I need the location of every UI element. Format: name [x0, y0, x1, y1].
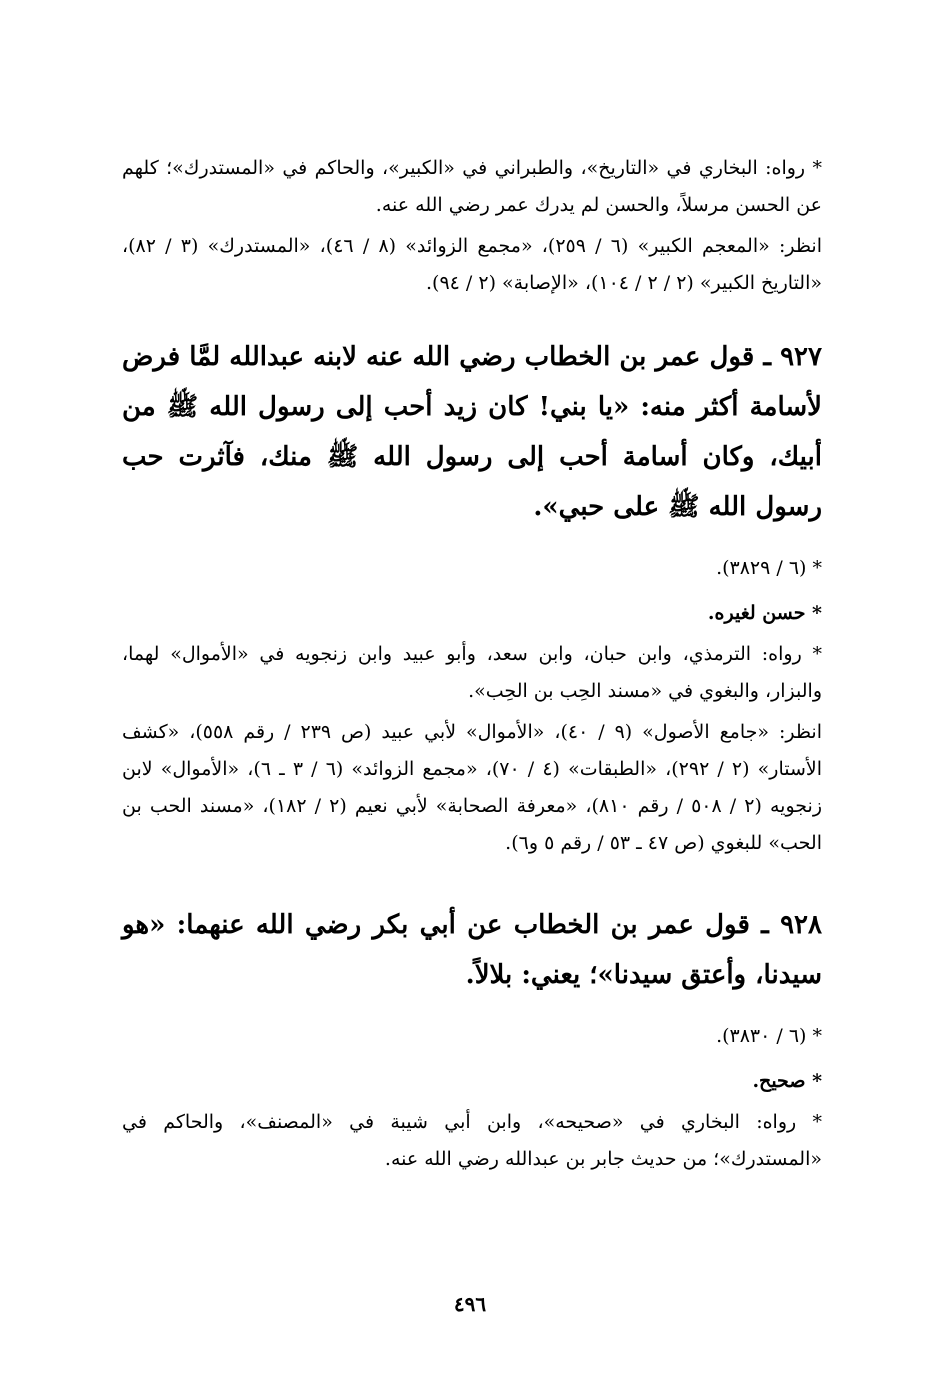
entry-927-see-also: انظر: «جامع الأصول» (٩ / ٤٠)، «الأموال» لأبي عبيد (ص ٢٣٩ / رقم ٥٥٨)، «كشف الأستار» (٢ / ٢٩٢)، «الطبقات» (٤ / ٧٠)، «مجمع الزوائد» (٦ / ٣ ـ ٦)، «الأموال» لابن زنجويه (٢ / ٥٠٨ / رقم ٨١٠)، «معرفة الصحابة» لأبي نعيم (٢ / ١٨٢)، «مسند الحب بن الحب» للبغوي (ص ٤٧ ـ ٥٣ / رقم ٥ و٦). [122, 721, 823, 854]
intro-narration: * رواه: البخاري في «التاريخ»، والطبراني في «الكبير»، والحاكم في «المستدرك»؛ كلهم عن الحسن مرسلاً، والحسن لم يدرك عمر رضي الله عنه. [122, 157, 822, 216]
page-number: ٤٩٦ [453, 1292, 487, 1316]
entry-927-narration: * رواه: الترمذي، وابن حبان، وابن سعد، وأبو عبيد وابن زنجويه في «الأموال» لهما، والبزار، والبغوي في «مسند الحِب بن الحِب». [122, 643, 822, 702]
intro-references: انظر: «المعجم الكبير» (٦ / ٢٥٩)، «مجمع الزوائد» (٨ / ٤٦)، «المستدرك» (٣ / ٨٢)، «التاريخ الكبير» (٢ / ٢ / ١٠٤)، «الإصابة» (٢ / ٩٤). [122, 235, 822, 294]
entry-927-heading: ٩٢٧ ـ قول عمر بن الخطاب رضي الله عنه لابنه عبدالله لمَّا فرض لأسامة أكثر منه: «يا بني! كان زيد أحب إلى رسول الله ﷺ من أبيك، وكان أسامة أحب إلى رسول الله ﷺ منك، فآثرت حب رسول الله ﷺ على حبي». [122, 342, 822, 522]
entry-928-heading: ٩٢٨ ـ قول عمر بن الخطاب عن أبي بكر رضي الله عنهما: «هو سيدنا، وأعتق سيدنا»؛ يعني: بلالاً. [122, 910, 822, 990]
entry-928-reference: * (٦ / ٣٨٣٠). [716, 1025, 822, 1047]
entry-928-narration: * رواه: البخاري في «صحيحه»، وابن أبي شيبة في «المصنف»، والحاكم في «المستدرك»؛ من حديث جابر بن عبدالله رضي الله عنه. [122, 1111, 822, 1170]
entry-927-reference: * (٦ / ٣٨٢٩). [716, 557, 822, 579]
page-body [122, 150, 822, 1178]
entry-928-grade: * صحيح. [752, 1070, 822, 1092]
entry-927-grade: * حسن لغيره. [707, 602, 822, 624]
